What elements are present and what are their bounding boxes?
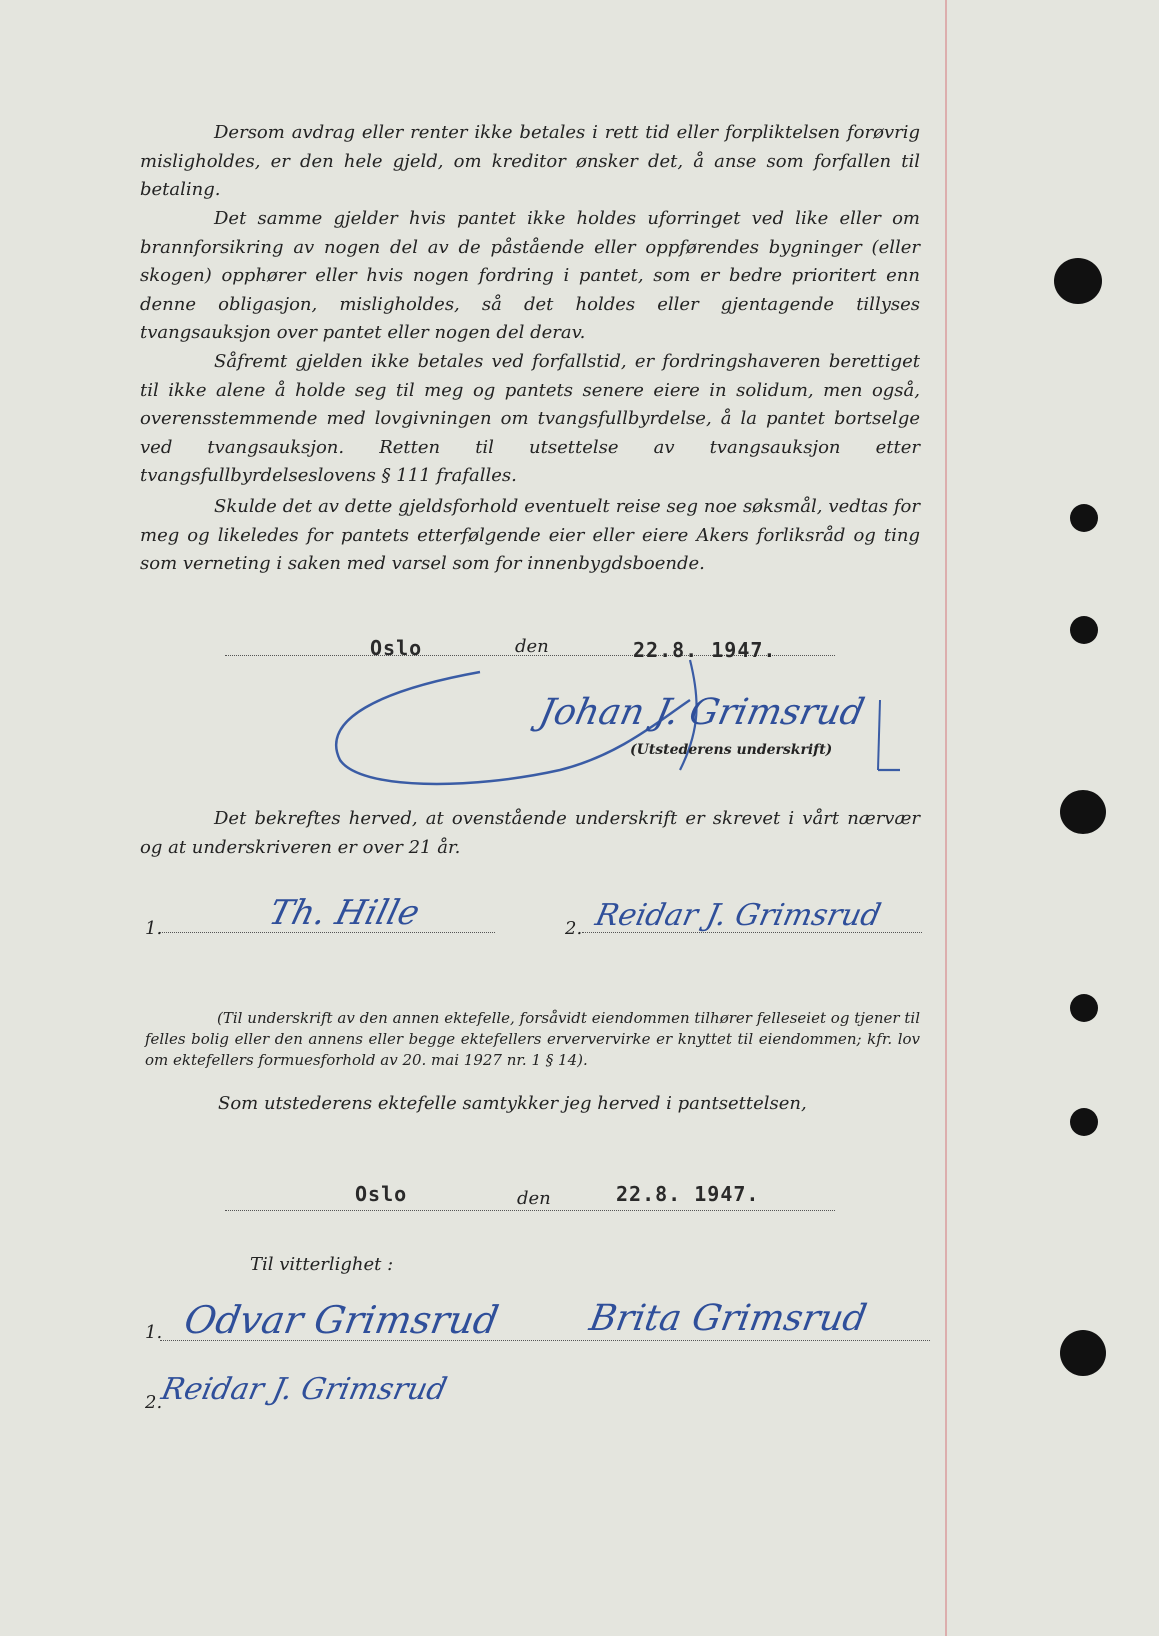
attestation-signature-2: Reidar J. Grimsrud — [158, 1372, 451, 1407]
spouse-note — [145, 1008, 920, 1071]
witness2-number: 2. — [565, 918, 583, 939]
paragraph-text: Det samme gjelder hvis pantet ikke holdes uforringet ved like eller om brannforsikring av nogen del av de påstående eller oppførendes bygninger (eller skogen) opphører eller hvis nogen fordring i pantet, som er bedre prioritert enn denne obligasjon, misligholdes, så det holdes eller gjentagende tillyses tvangsauksjon over pantet eller nogen del derav. — [140, 208, 920, 344]
issuer-date: 22.8. 1947. — [633, 638, 777, 662]
issuer-den-label: den — [515, 636, 549, 657]
witness1-number: 1. — [145, 918, 163, 939]
spouse-date: 22.8. 1947. — [616, 1182, 760, 1206]
spouse-place: Oslo — [355, 1182, 408, 1206]
attestation-signature-1b: Brita Grimsrud — [586, 1298, 870, 1339]
attestation-label: Til vitterlighet : — [250, 1254, 394, 1275]
confirmation-text-content: Det bekreftes herved, at ovenstående underskrift er skrevet i vårt nærvær og at underskriveren er over 21 år. — [140, 808, 920, 858]
witness2-signature: Reidar J. Grimsrud — [592, 898, 885, 933]
issuer-place: Oslo — [370, 636, 423, 660]
paragraph-text: Dersom avdrag eller renter ikke betales i rett tid eller forpliktelsen forøvrig misligholdes, er den hele gjeld, om kreditor ønsker det, å anse som forfallen til betaling. — [140, 122, 920, 201]
paragraph-text: Skulde det av dette gjeldsforhold eventuelt reise seg noe søksmål, vedtas for meg og likeledes for pantets etterfølgende eier eller eiere Akers forliksråd og ting som verneting i saken med varsel som for innenbygdsboende. — [140, 496, 920, 575]
spouse-den-label: den — [517, 1188, 551, 1209]
spouse-note-text: (Til underskrift av den annen ektefelle, forsåvidt eiendommen tilhører felleseiet og tjener til felles bolig eller den annens eller begge ektefellers erververvirke er knyttet til eiendommen; kfr. lov om ektefellers formuesforhold av 20. mai 1927 nr. 1 § 14). — [145, 1009, 920, 1069]
spouse-consent-text: Som utstederens ektefelle samtykker jeg herved i pantsettelsen, — [218, 1093, 807, 1114]
attestation-line2-number: 2. — [145, 1392, 163, 1413]
issuer-signature-caption: (Utstederens underskrift) — [630, 742, 833, 758]
witness1-signature: Th. Hille — [265, 893, 424, 933]
attestation-signature-1a: Odvar Grimsrud — [181, 1298, 502, 1342]
spouse-date-line — [225, 1210, 835, 1211]
confirmation-text — [140, 805, 920, 862]
attestation-line1-number: 1. — [145, 1322, 163, 1343]
paragraph-text: Såfremt gjelden ikke betales ved forfallstid, er fordringshaveren berettiget til ikke alene å holde seg til meg og pantets senere eiere in solidum, men også, overensstemmende med lovgivningen om tvangsfullbyrdelse, å la pantet bortselge ved tvangsauksjon. Retten til utsettelse av tvangsauksjon etter tvangsfullbyrdelseslovens § 111 frafalles. — [140, 351, 920, 487]
issuer-signature: Johan J. Grimsrud — [535, 692, 868, 733]
